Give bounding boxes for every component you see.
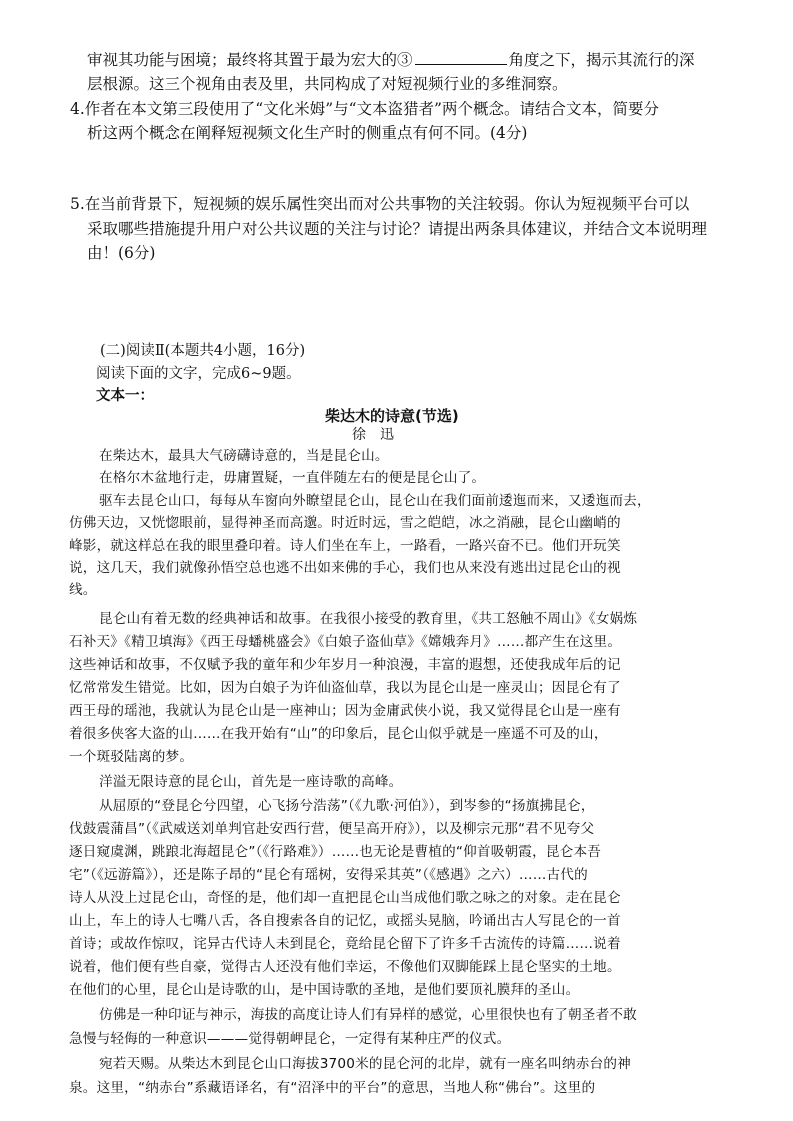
passage-line: 西王母的瑶池，我就认为昆仑山是一座神山；因为金庸武侠小说，我又觉得昆仑山是一座有 (69, 703, 621, 719)
passage-line: 在柴达木，最具大气磅礴诗意的，当是昆仑山。 (99, 448, 389, 464)
article-title: 柴达木的诗意(节选) (325, 407, 459, 425)
passage-line: 在格尔木盆地行走，毋庸置疑，一直伴随左右的便是昆仑山了。 (99, 470, 486, 486)
passage-line: 洋溢无限诗意的昆仑山，首先是一座诗歌的高峰。 (99, 774, 403, 790)
q3-text-a: 审视其功能与困境；最终将其置于最为宏大的③ (87, 51, 413, 69)
passage-line: 驱车去昆仑山口，每每从车窗向外瞭望昆仑山，昆仑山在我们面前逶迤而来，又逶迤而去， (99, 493, 651, 509)
passage-line: 泉。这里，“纳赤台”系藏语译名，有“沼泽中的平台”的意思，当地人称“佛台”。这里的 (69, 1080, 596, 1096)
passage-line: 峰影，就这样总在我的眼里叠印着。诗人们坐在车上，一路看，一路兴奋不已。他们开玩笑 (69, 538, 621, 554)
passage-line: 山上，车上的诗人七嘴八舌，各自搜索各自的记忆，或摇头晃脑，吟诵出古人写昆仑的一首 (69, 913, 621, 929)
passage-line: 说，这几天，我们就像孙悟空总也逃不出如来佛的手心，我们也从来没有逃出过昆仑山的视 (69, 560, 621, 576)
passage-line: 仿佛天边，又恍惚眼前，显得神圣而高邈。时近时远，雪之皑皑，冰之消融，昆仑山幽峭的 (69, 515, 621, 531)
passage-line: 在他们的心里，昆仑山是诗歌的山，是中国诗歌的圣地，是他们要顶礼膜拜的圣山。 (69, 982, 580, 998)
passage-line: 从屈原的“登昆仑兮四望，心飞扬兮浩荡”（《九歌·河伯》），到岑参的“扬旗拂昆仑， (99, 798, 595, 814)
section-instruction: 阅读下面的文字，完成6~9题。 (96, 366, 301, 382)
passage-line: 宅”（《远游篇》），还是陈子昂的“昆仑有瑶树，安得采其英”（《感遇》之六）……古代的 (69, 867, 588, 883)
passage-line: 伐鼓震蒲昌”（《武威送刘单判官赴安西行营，便呈高开府》），以及柳宗元那“君不见夸父 (69, 821, 595, 837)
answer-blank[interactable] (415, 50, 507, 65)
passage-line: 仿佛是一种印证与神示，海拔的高度让诗人们有异样的感觉，心里很快也有了朝圣者不敢 (99, 1007, 637, 1023)
section-heading: (二)阅读Ⅱ(本题共4小题，16分) (100, 343, 306, 359)
q3-text-b: 角度之下，揭示其流行的深 (508, 51, 695, 69)
passage-line: 逐日窥虞渊，跳踉北海超昆仑”（《行路难》）……也无论是曹植的“仰首吸朝霞，昆仑本吾 (69, 844, 602, 860)
passage-line: 着很多侠客大盗的山……在我开始有“山”的印象后，昆仑山似乎就是一座遥不可及的山， (69, 726, 608, 742)
q5-line-3: 由！(6分) (87, 244, 156, 262)
passage-line: 昆仑山有着无数的经典神话和故事。在我很小接受的教育里，《共工怒触不周山》《女娲炼 (99, 611, 638, 627)
passage-line: 首诗；或故作惊叹，诧异古代诗人未到昆仑，竟给昆仑留下了许多千古流传的诗篇……说着 (69, 936, 621, 952)
q5-line-2: 采取哪些措施提升用户对公共议题的关注与讨论？请提出两条具体建议，并结合文本说明理 (87, 220, 708, 238)
q4-line-2: 析这两个概念在阐释短视频文化生产时的侧重点有何不同。(4分) (87, 124, 528, 142)
passage-line: 急慢与轻侮的一种意识———觉得朝岬昆仑，一定得有某种庄严的仪式。 (69, 1031, 511, 1047)
q3-line-2: 层根源。这三个视角由表及里，共同构成了对短视频行业的多维洞察。 (87, 75, 568, 93)
q4-line-1: 4.作者在本文第三段使用了“文化米姆”与“文本盗猎者”两个概念。请结合文本，简要分 (70, 100, 659, 118)
passage-line: 诗人从没上过昆仑山，奇怪的是，他们却一直把昆仑山当成他们歌之咏之的对象。走在昆仑 (69, 890, 621, 906)
passage-line: 宛若天赐。从柴达木到昆仑山口海拔3700米的昆仑河的北岸，就有一座名叫纳赤台的神 (99, 1056, 631, 1072)
passage-line: 石补天》《精卫填海》《西王母蟠桃盛会》《白娘子盗仙草》《嫦娥奔月》……都产生在这里。 (69, 634, 622, 650)
passage-line: 忆常常发生错觉。比如，因为白娘子为许仙盗仙草，我以为昆仑山是一座灵山；因昆仑有了 (69, 680, 621, 696)
article-author: 徐迅 (352, 427, 408, 443)
passage-line: 这些神话和故事，不仅赋予我的童年和少年岁月一种浪漫，丰富的遐想，还使我成年后的记 (69, 657, 621, 673)
text-label: 文本一： (96, 387, 154, 404)
passage-line: 线。 (69, 582, 97, 598)
q5-line-1: 5.在当前背景下，短视频的娱乐属性突出而对公共事物的关注较弱。你认为短视频平台可以 (70, 195, 690, 213)
passage-line: 一个斑驳陆离的梦。 (69, 749, 194, 765)
passage-line: 说着，他们便有些自豪，觉得古人还没有他们幸运，不像他们双脚能踩上昆仑坚实的土地。 (69, 959, 621, 975)
q3-line-1 (87, 50, 695, 70)
